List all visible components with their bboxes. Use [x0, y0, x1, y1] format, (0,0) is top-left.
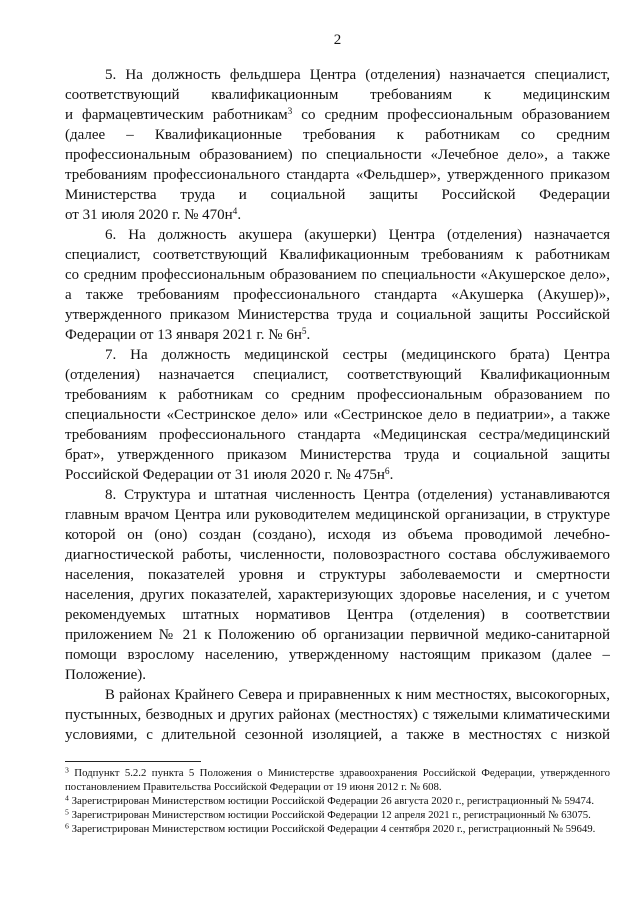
line-text: .	[389, 467, 394, 483]
text-line: профессиональным образованием) по специальности «Лечебное дело», а также	[65, 147, 610, 163]
footnote-5	[65, 808, 610, 822]
text-line: населения, показателей уровня и структуры заболеваемости и смертности	[65, 567, 610, 583]
text-line	[65, 465, 610, 485]
text-line: помощи взрослому населению, утвержденному настоящим приказом (далее –	[65, 647, 610, 663]
text-line: требованиям к работникам со средним профессиональным образованием по	[65, 387, 610, 403]
text-line: специальности «Сестринское дело» или «Сестринское дело в педиатрии», а также	[65, 407, 610, 423]
paragraph-7	[65, 345, 610, 485]
text-line: 8. Структура и штатная численность Центра (отделения) устанавливаются	[105, 487, 610, 503]
footnote-4	[65, 794, 610, 808]
text-line: соответствующий квалификационным требованиям к медицинским	[65, 87, 610, 103]
text-line: Положение).	[65, 667, 147, 683]
footnote-text: Зарегистрирован Министерством юстиции Российской Федерации 12 апреля 2021 г., регистрационный № 63075.	[71, 809, 591, 821]
footnote-ref: 3	[287, 106, 293, 117]
text-line	[65, 205, 610, 225]
line-text: .	[306, 327, 311, 343]
line-text: и фармацевтическим работникам	[65, 107, 288, 123]
paragraph-9	[65, 685, 610, 745]
text-line	[65, 105, 610, 125]
text-line: рекомендуемых штатных нормативов Центра (отделения) в соответствии	[65, 607, 610, 623]
line-text: со средним профессиональным образованием	[292, 107, 610, 123]
paragraph-6	[65, 225, 610, 345]
footnote-marker: 5	[65, 808, 69, 817]
text-line: требованиям профессионального стандарта «Фельдшер», утвержденного приказом	[65, 167, 610, 183]
text-line: (далее – Квалификационные требования к работникам со средним	[65, 127, 610, 143]
text-line: брат», утвержденного приказом Министерства труда и социальной защиты	[65, 447, 610, 463]
text-line: (отделения) назначается специалист, соответствующий Квалификационным	[65, 367, 610, 383]
footnote-text: Зарегистрирован Министерством юстиции Российской Федерации 26 августа 2020 г., регистрационный № 59474.	[71, 795, 595, 807]
text-line: которой он (оно) создан (создано), исходя из объема проводимой лечебно-	[65, 527, 610, 543]
footnote-text: Подпункт 5.2.2 пункта 5 Положения о Министерстве здравоохранения Российской Федерации, утвержденного	[74, 767, 610, 779]
text-line: утвержденного приказом Министерства труда и социальной защиты Российской	[65, 307, 610, 323]
text-line: 7. На должность медицинской сестры (медицинского брата) Центра	[105, 347, 610, 363]
line-text: Федерации от 13 января 2021 г. № 6н	[65, 327, 302, 343]
footnote-ref: 5	[301, 326, 307, 337]
footnote-ref: 4	[232, 206, 238, 217]
text-line: требованиям профессионального стандарта «Медицинская сестра/медицинский	[65, 427, 610, 443]
text-line: 5. На должность фельдшера Центра (отделения) назначается специалист,	[105, 67, 610, 83]
footnote-marker: 3	[65, 766, 69, 775]
text-line: населения, других показателей, характеризующих здоровье населения, и с учетом	[65, 587, 610, 603]
text-line: специалист, соответствующий Квалификационным требованиям к работникам	[65, 247, 610, 263]
footnote-6	[65, 822, 610, 836]
footnote-marker: 6	[65, 822, 69, 831]
line-text: .	[237, 207, 242, 223]
text-line: 6. На должность акушера (акушерки) Центра (отделения) назначается	[105, 227, 610, 243]
text-line: приложением № 21 к Положению об организации первичной медико-санитарной	[65, 627, 610, 643]
text-line: пустынных, безводных и других районах (местностях) с тяжелыми климатическими	[65, 707, 610, 723]
text-line: главным врачом Центра или руководителем медицинской организации, в структуре	[65, 507, 610, 523]
paragraph-5	[65, 65, 610, 225]
text-line: Министерства труда и социальной защиты Российской Федерации	[65, 187, 610, 203]
text-line: В районах Крайнего Севера и приравненных к ним местностях, высокогорных,	[105, 687, 610, 703]
text-line	[65, 325, 610, 345]
text-line: условиями, с длительной сезонной изоляцией, а также в местностях с низкой	[65, 727, 610, 743]
text-line: диагностической работы, численности, половозрастного состава обслуживаемого	[65, 547, 610, 563]
paragraph-8	[65, 485, 610, 685]
text-line: со средним профессиональным образованием по специальности «Акушерское дело»,	[65, 267, 610, 283]
footnotes	[65, 766, 610, 836]
footnote-text: Зарегистрирован Министерством юстиции Российской Федерации 4 сентября 2020 г., регистрационный № 59649.	[71, 823, 596, 835]
footnote-3	[65, 766, 610, 780]
line-text: Российской Федерации от 31 июля 2020 г. № 475н	[65, 467, 385, 483]
line-text: от 31 июля 2020 г. № 470н	[65, 207, 233, 223]
footnote-marker: 4	[65, 794, 69, 803]
footnote-separator	[65, 761, 201, 762]
footnote-3-continued: постановлением Правительства Российской Федерации от 19 июня 2012 г. № 608.	[65, 781, 442, 793]
page-number: 2	[333, 32, 342, 48]
footnote-ref: 6	[384, 466, 390, 477]
text-line: а также требованиям профессионального стандарта «Акушерка (Акушер)»,	[65, 287, 610, 303]
document-body	[65, 65, 610, 745]
